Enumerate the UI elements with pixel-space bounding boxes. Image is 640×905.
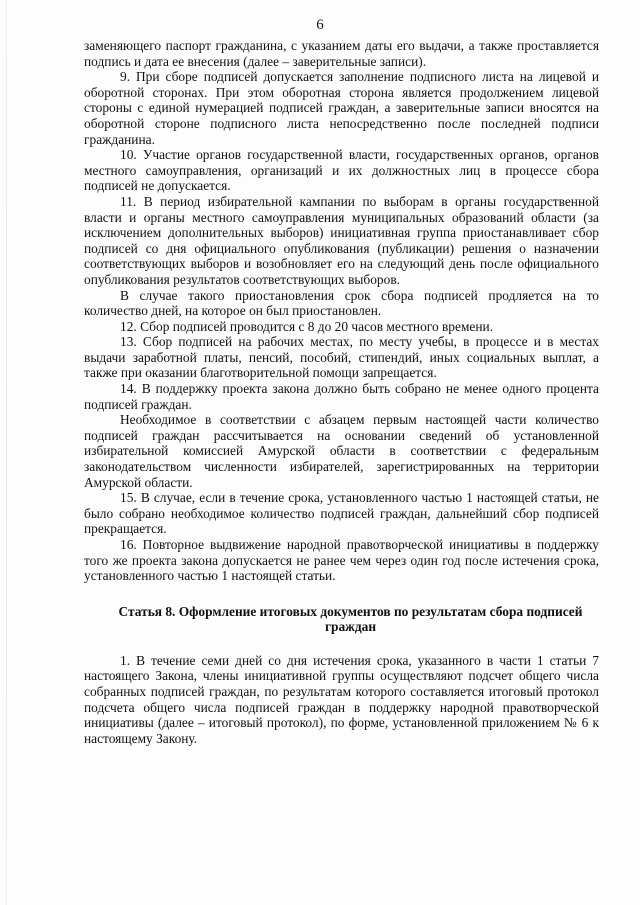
paragraph-item-16: 16. Повторное выдвижение народной правотворческой инициативы в поддержку того же проекта закона допускается не ранее чем через один год после истечения срока, установленного частью 1 настоящей статьи. — [84, 537, 599, 584]
paragraph-item-9: 9. При сборе подписей допускается заполнение подписного листа на лицевой и оборотной сторонах. При этом оборотная сторона является продолжением лицевой стороны с единой нумерацией подписей граждан, а заверительные записи вносятся на оборотной стороне подписного листа непосредственно после последней подписи гражданина. — [84, 69, 599, 147]
article-8-heading: Статья 8. Оформление итоговых документов по результатам сбора подписей граждан — [118, 603, 583, 634]
paragraph-item-11-suspension: В случае такого приостановления срок сбора подписей продляется на то количество дней, на которое он был приостановлен. — [84, 287, 599, 319]
paragraph-item-12: 12. Сбор подписей проводится с 8 до 20 часов местного времени. — [120, 318, 494, 334]
page-number: 6 — [316, 17, 324, 33]
paragraph-continuation: заменяющего паспорт гражданина, с указанием даты его выдачи, а также проставляется подпись и дата ее внесения (далее – заверительные записи). — [84, 38, 599, 69]
document-body — [84, 38, 599, 746]
paragraph-item-11: 11. В период избирательной кампании по выборам в органы государственной власти и органы местного самоуправления муниципальных образований области (за исключением дополнительных выборов) инициативная группа приостанавливает сбор подписей со дня официального опубликования (публикации) решения о назначении соответствующих выборов и возобновляет его на следующий день после официального опубликования результатов соответствующих выборов. — [84, 193, 599, 287]
paragraph-item-14: 14. В поддержку проекта закона должно быть собрано не менее одного процента подписей граждан. — [84, 381, 599, 412]
paragraph-item-13: 13. Сбор подписей на рабочих местах, по месту учебы, в процессе и в местах выдачи заработной платы, пенсий, пособий, стипендий, иных социальных выплат, а также при оказании благотворительной помощи запрещается. — [84, 334, 599, 381]
paragraph-item-15: 15. В случае, если в течение срока, установленного частью 1 настоящей статьи, не было собрано необходимое количество подписей граждан, дальнейший сбор подписей прекращается. — [84, 490, 599, 537]
paragraph-item-14-calculation: Необходимое в соответствии с абзацем первым настоящей части количество подписей граждан рассчитывается на основании сведений об установленной избирательной комиссией Амурской области в соответствии с федеральным законодательством численности избирателей, зарегистрированных на территории Амурской области. — [84, 412, 599, 490]
paragraph-article-8-item-1: 1. В течение семи дней со дня истечения срока, указанного в части 1 статьи 7 настоящего Закона, члены инициативной группы осуществляют подсчет общего числа собранных подписей граждан, по результатам которого составляется итоговый протокол подсчета общего числа подписей граждан в поддержку народной правотворческой инициативы (далее – итоговый протокол), по форме, установленной приложением № 6 к настоящему Закону. — [84, 652, 599, 746]
scan-edge-shadow — [6, 0, 7, 905]
paragraph-item-10: 10. Участие органов государственной власти, государственных органов, органов местного самоуправления, организаций и их должностных лиц в процессе сбора подписей не допускается. — [84, 147, 599, 194]
